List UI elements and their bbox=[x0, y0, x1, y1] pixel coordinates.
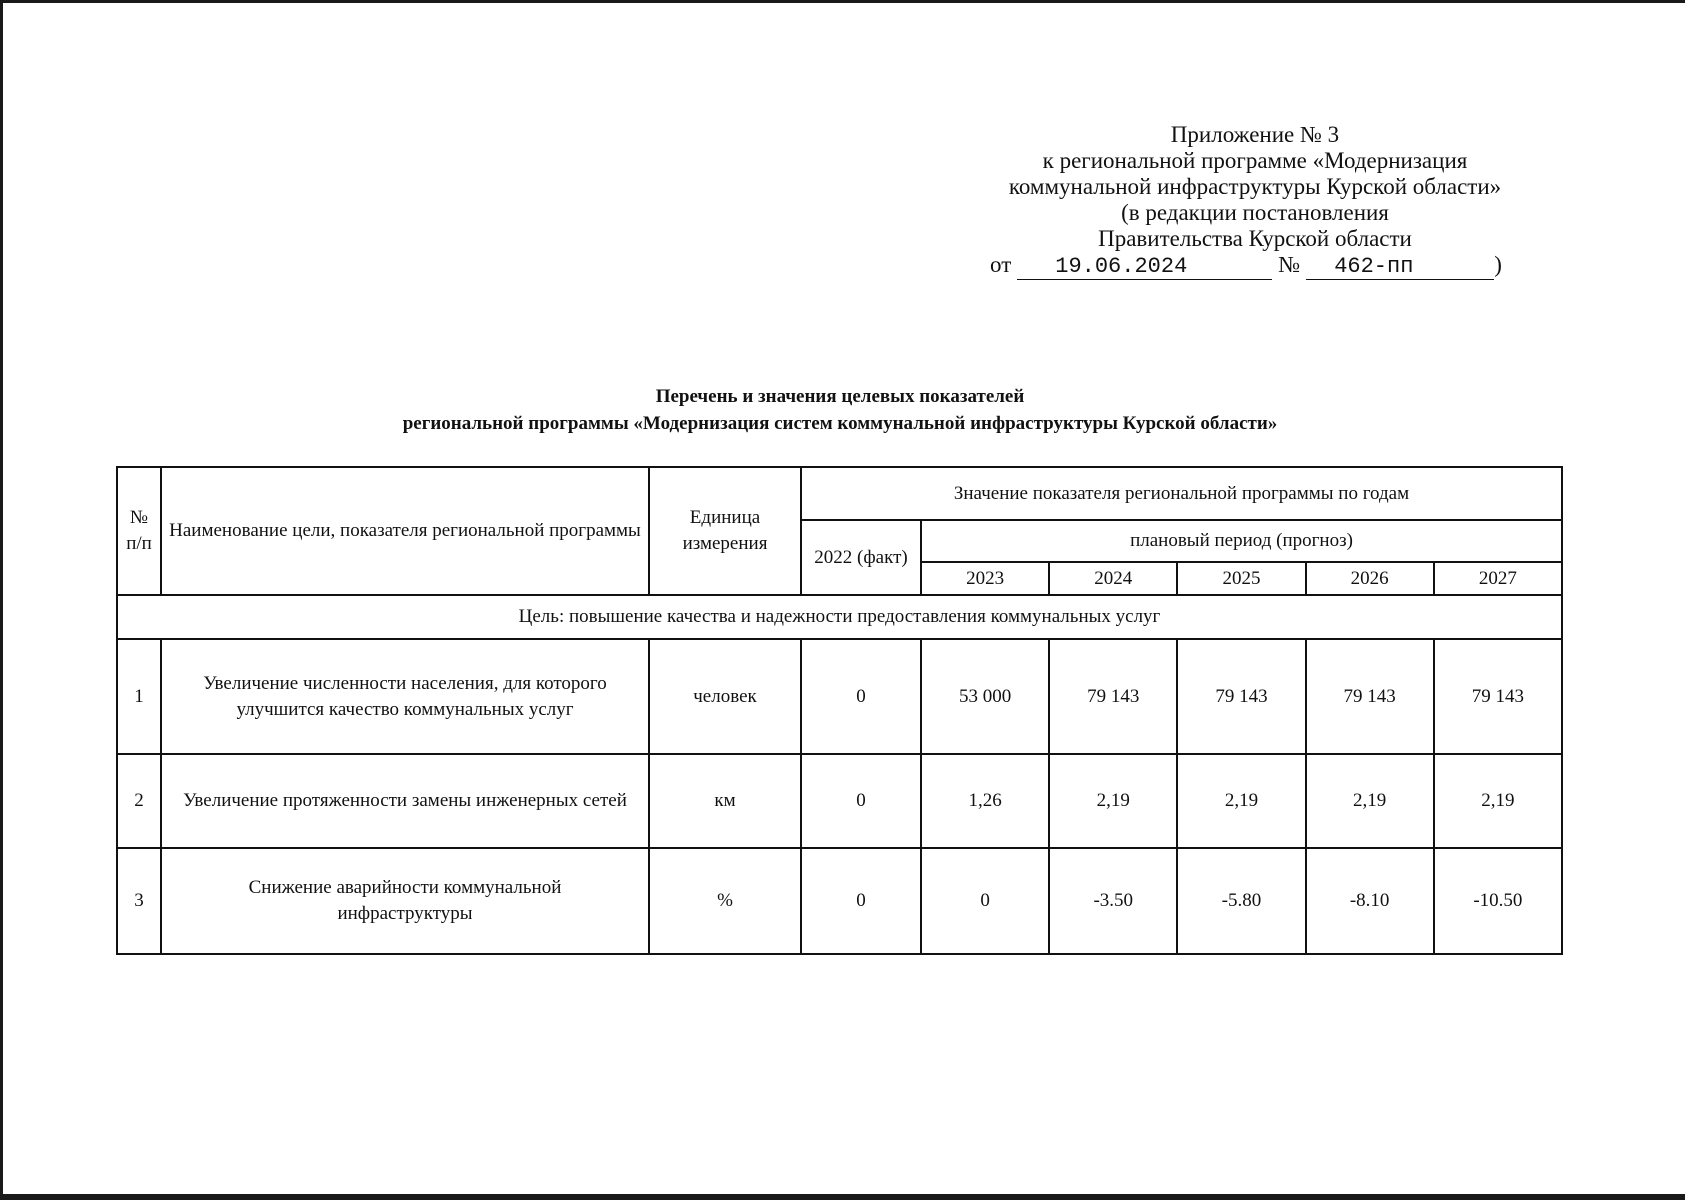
appendix-number: Приложение № 3 bbox=[1170, 122, 1340, 147]
row-num: 1 bbox=[117, 639, 161, 754]
row-value: 2,19 bbox=[1049, 754, 1177, 848]
row-name: Увеличение численности населения, для которого улучшится качество коммунальных услуг bbox=[161, 639, 649, 754]
header-year: 2027 bbox=[1434, 562, 1562, 595]
row-value: 79 143 bbox=[1306, 639, 1434, 754]
appendix-program-ref: к региональной программе «Модернизация bbox=[1042, 148, 1468, 173]
row-value: -3.50 bbox=[1049, 848, 1177, 954]
table-row bbox=[117, 848, 1562, 954]
row-value: -5.80 bbox=[1177, 848, 1305, 954]
row-value: 2,19 bbox=[1177, 754, 1305, 848]
header-num: № п/п bbox=[117, 467, 161, 595]
date-prefix: от bbox=[990, 252, 1012, 277]
row-value: 53 000 bbox=[921, 639, 1049, 754]
header-year: 2025 bbox=[1177, 562, 1305, 595]
header-plan-group: плановый период (прогноз) bbox=[921, 520, 1562, 562]
row-unit: % bbox=[649, 848, 801, 954]
table-row bbox=[117, 639, 1562, 754]
goal-text: Цель: повышение качества и надежности предоставления коммунальных услуг bbox=[117, 595, 1562, 639]
scan-border-left bbox=[0, 0, 3, 1200]
row-value: 0 bbox=[801, 754, 921, 848]
row-value: 2,19 bbox=[1434, 754, 1562, 848]
header-year: 2024 bbox=[1049, 562, 1177, 595]
row-num: 2 bbox=[117, 754, 161, 848]
row-value: -8.10 bbox=[1306, 848, 1434, 954]
header-name: Наименование цели, показателя региональной программы bbox=[161, 467, 649, 595]
order-date: 19.06.2024 bbox=[1017, 255, 1272, 280]
appendix-block bbox=[960, 122, 1550, 280]
row-value: 2,19 bbox=[1306, 754, 1434, 848]
appendix-government: Правительства Курской области bbox=[1098, 226, 1412, 251]
row-name: Увеличение протяженности замены инженерных сетей bbox=[161, 754, 649, 848]
header-row-1 bbox=[117, 467, 1562, 520]
header-fact-year: 2022 (факт) bbox=[801, 520, 921, 595]
title-line-1: Перечень и значения целевых показателей bbox=[655, 386, 1025, 407]
closing-paren: ) bbox=[1494, 252, 1502, 277]
document-title bbox=[110, 383, 1570, 437]
scan-border-bottom bbox=[0, 1194, 1685, 1200]
row-value: 0 bbox=[921, 848, 1049, 954]
row-unit: человек bbox=[649, 639, 801, 754]
indicators-table bbox=[116, 466, 1563, 955]
number-prefix: № bbox=[1278, 252, 1301, 277]
appendix-edition: (в редакции постановления bbox=[1121, 200, 1389, 225]
order-line bbox=[960, 252, 1550, 280]
row-value: 0 bbox=[801, 848, 921, 954]
row-unit: км bbox=[649, 754, 801, 848]
appendix-program-name: коммунальной инфраструктуры Курской области» bbox=[1008, 174, 1502, 199]
header-year: 2023 bbox=[921, 562, 1049, 595]
goal-row bbox=[117, 595, 1562, 639]
scan-border-top bbox=[0, 0, 1685, 3]
header-year: 2026 bbox=[1306, 562, 1434, 595]
row-value: 1,26 bbox=[921, 754, 1049, 848]
row-value: 0 bbox=[801, 639, 921, 754]
row-value: -10.50 bbox=[1434, 848, 1562, 954]
header-values-group: Значение показателя региональной программы по годам bbox=[801, 467, 1562, 520]
row-num: 3 bbox=[117, 848, 161, 954]
row-name: Снижение аварийности коммунальной инфраструктуры bbox=[161, 848, 649, 954]
header-unit: Единица измерения bbox=[649, 467, 801, 595]
title-line-2: региональной программы «Модернизация систем коммунальной инфраструктуры Курской области» bbox=[402, 413, 1278, 434]
table-row bbox=[117, 754, 1562, 848]
row-value: 79 143 bbox=[1434, 639, 1562, 754]
order-number: 462-пп bbox=[1306, 255, 1494, 280]
row-value: 79 143 bbox=[1177, 639, 1305, 754]
row-value: 79 143 bbox=[1049, 639, 1177, 754]
